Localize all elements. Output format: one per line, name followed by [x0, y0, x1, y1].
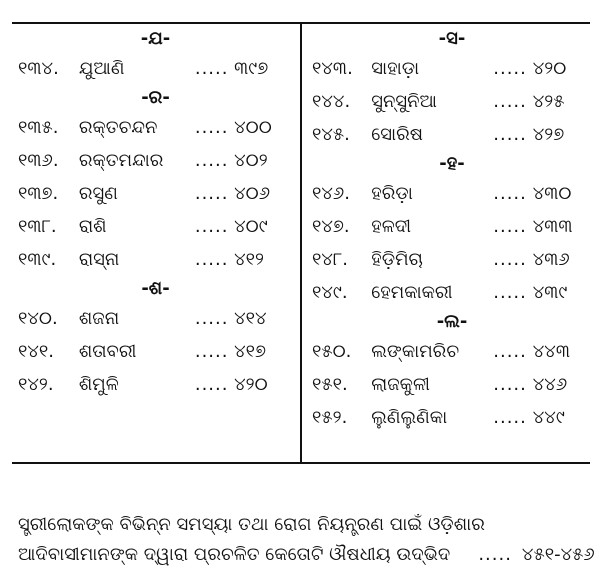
entry-page: ୪୪୩ — [532, 341, 570, 362]
entry-name: ରକ୍ତମନ୍ଦାର — [78, 150, 164, 171]
entry-number: ୧୪୮. — [312, 249, 349, 270]
entry-leader: ..... — [194, 150, 229, 171]
entry-leader: ..... — [194, 117, 229, 138]
entry-number: ୧୪୪. — [312, 91, 351, 112]
index-entry — [312, 276, 592, 309]
entry-name: ହେମକାକରୀ — [371, 282, 453, 303]
entry-number: ୧୩୮. — [18, 216, 57, 237]
section-heading: -ଶ- — [141, 278, 170, 299]
entry-leader: ..... — [493, 58, 527, 79]
section-heading: -ର- — [141, 87, 170, 108]
section-heading: -ସ- — [438, 28, 466, 49]
entry-name: ରକ୍ତଚନ୍ଦନ — [78, 117, 158, 138]
entry-name: ଶିମୁଳି — [78, 374, 119, 395]
entry-number: ୧୫୨. — [312, 407, 348, 428]
index-entry — [312, 243, 592, 276]
entry-leader: ..... — [493, 374, 527, 395]
entry-name: ରସୁଣ — [78, 183, 118, 204]
entry-name: ଲୁଣିଲୁଣିକା — [371, 407, 448, 428]
entry-page: ୪୦୬ — [234, 183, 270, 204]
entry-page: ୪୧୨ — [234, 249, 265, 270]
index-entry — [18, 368, 293, 401]
entry-leader: ..... — [194, 216, 229, 237]
index-entry — [312, 118, 592, 151]
section-heading: -ଲ- — [436, 311, 468, 332]
footer-pages: ୪୫୧-୪୫୬ — [521, 544, 595, 565]
entry-name: ହଳଦୀ — [371, 216, 412, 237]
right-column — [312, 26, 592, 434]
entry-leader: ..... — [194, 249, 229, 270]
entry-leader: ..... — [493, 407, 527, 428]
index-entry — [312, 335, 592, 368]
entry-page: ୩୯୭ — [234, 58, 269, 79]
index-entry — [312, 177, 592, 210]
entry-name: ଲଙ୍କାମରିଚ — [371, 341, 460, 362]
footer-title-line-1: ସ୍ତ୍ରୀଲୋକଙ୍କ ବିଭିନ୍ନ ସମସ୍ୟା ତଥା ରୋଗ ନିୟନ୍ତ୍ରଣ ପାଇଁ ଓଡ଼ିଶାର — [18, 514, 485, 535]
section-heading: -ଯ- — [140, 28, 171, 49]
entry-page: ୪୧୪ — [234, 308, 267, 329]
column-divider — [300, 24, 302, 462]
entry-leader: ..... — [493, 183, 527, 204]
entry-number: ୧୪୬. — [312, 183, 350, 204]
entry-leader: ..... — [194, 58, 229, 79]
entry-page: ୪୨୦ — [234, 374, 268, 395]
entry-name: ସୋରିଷ — [371, 124, 424, 145]
section-heading: -ହ- — [439, 153, 465, 174]
entry-page: ୪୦୨ — [234, 150, 268, 171]
index-entry — [312, 52, 592, 85]
index-entry — [18, 111, 293, 144]
entry-number: ୧୩୭. — [18, 183, 59, 204]
entry-name: ଶଜନା — [78, 308, 120, 329]
entry-number: ୧୪୭. — [312, 216, 350, 237]
footer-entry — [18, 510, 593, 570]
entry-page: ୪୩୩ — [532, 216, 573, 237]
entry-leader: ..... — [493, 216, 527, 237]
entry-name: ଯୁଆଣି — [78, 58, 125, 79]
entry-name: ରାଶି — [78, 216, 107, 237]
footer-leader: ..... — [478, 544, 512, 565]
entry-number: ୧୪୯. — [312, 282, 348, 303]
index-entry — [18, 243, 293, 276]
entry-number: ୧୩୪. — [18, 58, 59, 79]
entry-page: ୪୨୭ — [532, 124, 565, 145]
index-entry — [18, 210, 293, 243]
footer-title-line-2-row — [18, 540, 593, 570]
entry-number: ୧୫୧. — [312, 374, 348, 395]
entry-number: ୧୪୦. — [18, 308, 58, 329]
index-entry — [312, 401, 592, 434]
entry-leader: ..... — [493, 91, 527, 112]
footer-title-line-2: ଆଦିବାସୀମାନଙ୍କ ଦ୍ୱାରା ପ୍ରଚଳିତ କେତୋଟି ଔଷଧୀୟ ଉଦ୍ଭିଦ — [18, 544, 451, 565]
entry-name: ଲାଜକୁଳୀ — [371, 374, 430, 395]
entry-number: ୧୪୨. — [18, 374, 54, 395]
entry-page: ୪୪୬ — [532, 374, 568, 395]
bottom-rule — [12, 462, 590, 464]
entry-page: ୪୩୯ — [532, 282, 568, 303]
entry-name: ହରିଡ଼ା — [371, 183, 413, 204]
index-entry — [312, 368, 592, 401]
entry-number: ୧୪୧. — [18, 341, 55, 362]
entry-leader: ..... — [194, 183, 229, 204]
entry-leader: ..... — [493, 282, 527, 303]
entry-leader: ..... — [493, 124, 527, 145]
entry-name: ରାସ୍ନା — [78, 249, 120, 270]
index-entry — [18, 52, 293, 85]
entry-page: ୪୦୦ — [234, 117, 272, 138]
entry-name: ଶତାବରୀ — [78, 341, 137, 362]
entry-page: ୪୩୬ — [532, 249, 570, 270]
entry-name: ସୁନ୍‌ସୁନିଆ — [371, 91, 437, 112]
entry-page: ୪୨୦ — [532, 58, 567, 79]
index-entry — [18, 177, 293, 210]
entry-name: ହିଡ଼ିମିଚା — [371, 249, 423, 270]
index-entry — [18, 302, 293, 335]
entry-number: ୧୪୫. — [312, 124, 350, 145]
index-entry — [312, 85, 592, 118]
entry-leader: ..... — [194, 341, 229, 362]
index-entry — [18, 144, 293, 177]
entry-number: ୧୫୦. — [312, 341, 352, 362]
entry-page: ୪୪୯ — [532, 407, 565, 428]
entry-number: ୧୩୬. — [18, 150, 59, 171]
entry-page: ୪୦୯ — [234, 216, 268, 237]
entry-leader: ..... — [493, 249, 527, 270]
entry-page: ୪୨୫ — [532, 91, 565, 112]
entry-leader: ..... — [194, 374, 229, 395]
entry-page: ୪୩୦ — [532, 183, 572, 204]
entry-leader: ..... — [194, 308, 229, 329]
entry-number: ୧୩୫. — [18, 117, 59, 138]
index-entry — [18, 335, 293, 368]
index-entry — [312, 210, 592, 243]
entry-leader: ..... — [493, 341, 527, 362]
entry-number: ୧୩୯. — [18, 249, 57, 270]
entry-page: ୪୧୭ — [234, 341, 267, 362]
left-column — [18, 26, 293, 401]
entry-number: ୧୪୩. — [312, 58, 353, 79]
entry-name: ସାହାଡ଼ା — [371, 58, 420, 79]
